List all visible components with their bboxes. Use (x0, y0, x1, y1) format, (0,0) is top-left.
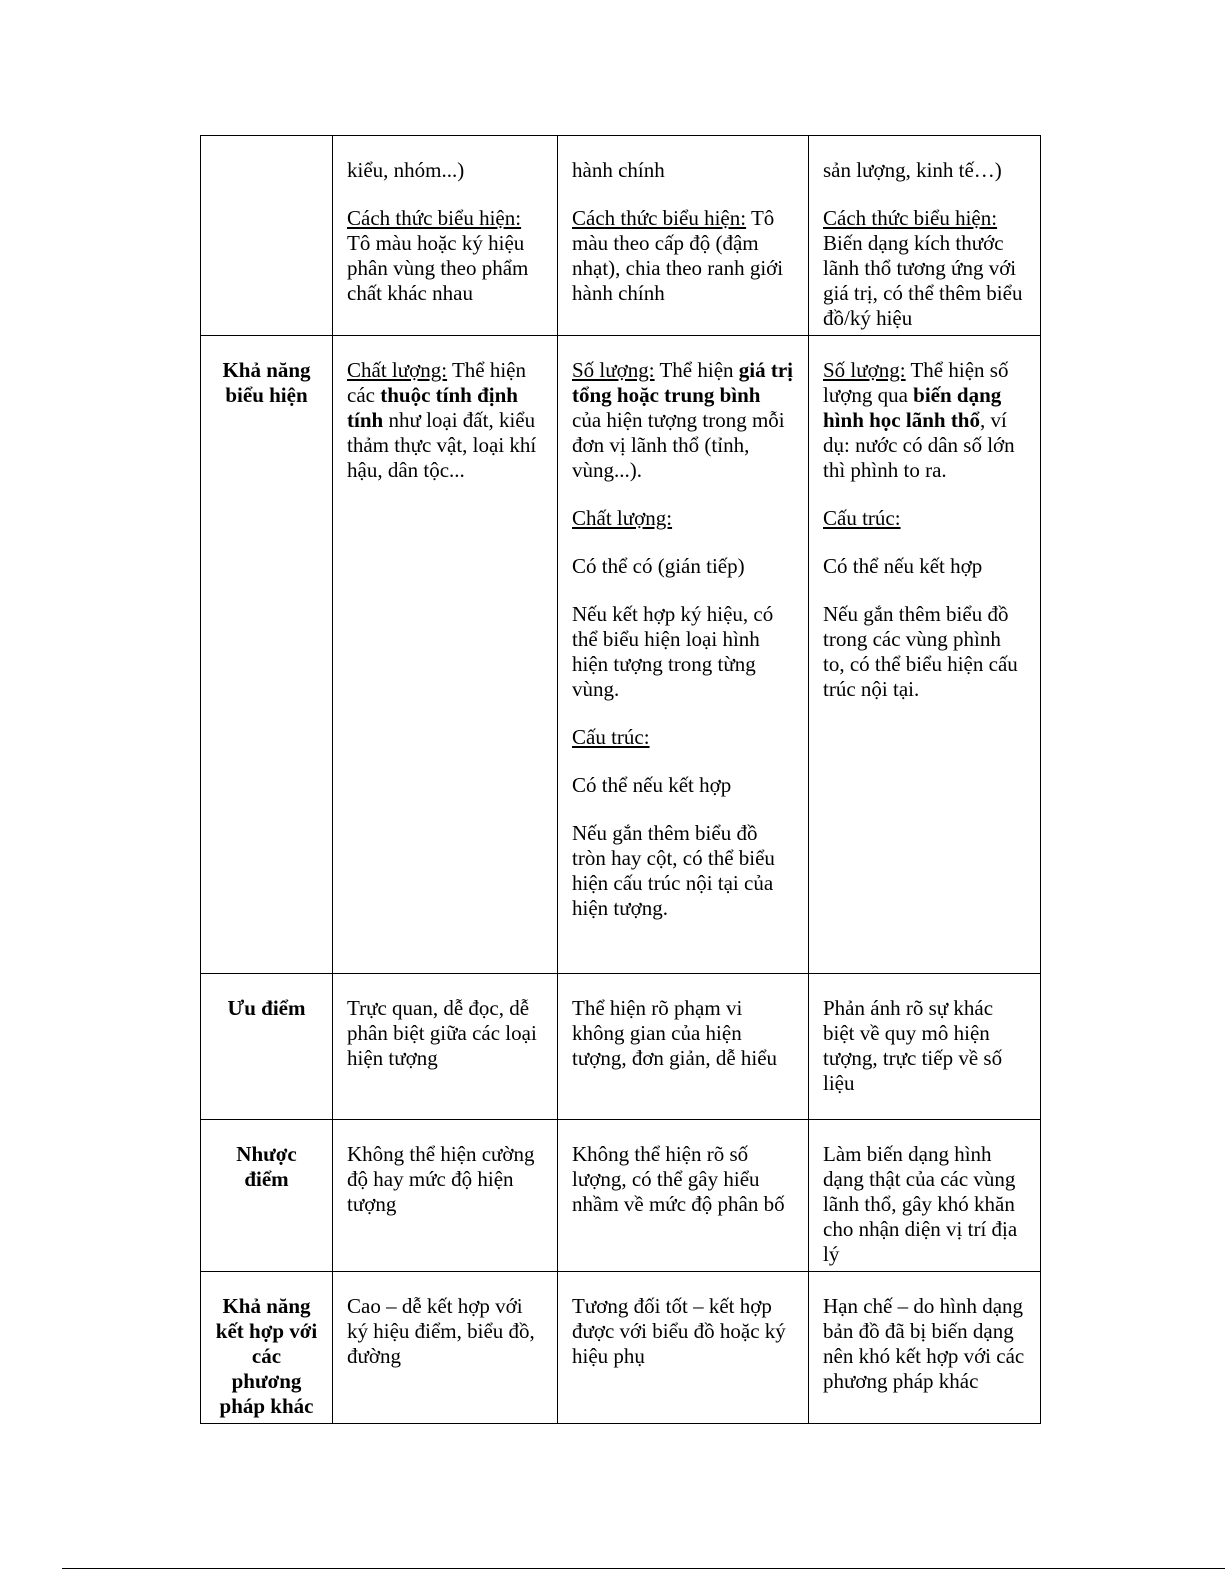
cell-paragraph (572, 506, 794, 531)
cell-bold-text: thuộc tính định tính (347, 383, 518, 432)
cell-paragraph (823, 358, 1026, 483)
row-header-empty (201, 136, 333, 336)
page-bottom-rule (62, 1568, 1225, 1569)
cell-text: như loại đất, kiểu thảm thực vật, loại khí hậu, dân tộc... (347, 408, 537, 482)
cell-paragraph (572, 206, 794, 306)
cell-paragraph: Nếu kết hợp ký hiệu, có thể biểu hiện loại hình hiện tượng trong từng vùng. (572, 602, 774, 701)
cell-text: của hiện tượng trong mỗi đơn vị lãnh thổ (tỉnh, vùng...). (572, 408, 785, 482)
cell-r4-c2: Không thể hiện rõ số lượng, có thể gây hiểu nhầm về mức độ phân bố (558, 1120, 809, 1272)
cell-r2-c3 (809, 336, 1041, 974)
cell-paragraph (823, 206, 1026, 331)
cell-label: Cách thức biểu hiện: (572, 206, 747, 230)
cell-r3-c2: Thể hiện rõ phạm vi không gian của hiện tượng, đơn giản, dễ hiểu (558, 974, 809, 1120)
cell-paragraph: Nếu gắn thêm biểu đồ tròn hay cột, có thể biểu hiện cấu trúc nội tại của hiện tượng. (572, 821, 775, 920)
cell-r5-c2: Tương đối tốt – kết hợp được với biểu đồ hoặc ký hiệu phụ (558, 1272, 809, 1424)
cell-r2-c2 (558, 336, 809, 974)
cell-r1-c2 (558, 136, 809, 336)
cell-paragraph (572, 358, 794, 483)
cell-label: Chất lượng: (572, 506, 673, 530)
cell-label: Cách thức biểu hiện: (347, 206, 522, 230)
cell-paragraph: Có thể nếu kết hợp (823, 554, 983, 578)
cell-label: Số lượng: (823, 358, 906, 382)
cell-label: Số lượng: (572, 358, 655, 382)
cell-r1-c1 (333, 136, 558, 336)
row-header: Nhược điểm (201, 1120, 333, 1272)
cell-text: Tô màu hoặc ký hiệu phân vùng theo phẩm chất khác nhau (347, 231, 529, 305)
cell-intro: hành chính (572, 158, 665, 182)
cell-paragraph (347, 358, 543, 483)
table-row (201, 1272, 1041, 1424)
cell-r1-c3 (809, 136, 1041, 336)
cell-paragraph: Nếu gắn thêm biểu đồ trong các vùng phình to, có thể biểu hiện cấu trúc nội tại. (823, 602, 1018, 701)
cell-r4-c3: Làm biến dạng hình dạng thật của các vùng lãnh thổ, gây khó khăn cho nhận diện vị trí địa lý (809, 1120, 1041, 1272)
cell-r2-c1 (333, 336, 558, 974)
cell-paragraph (823, 506, 1026, 531)
cell-label: Cấu trúc: (823, 506, 901, 530)
cell-label: Cách thức biểu hiện: (823, 206, 998, 230)
cell-r3-c1: Trực quan, dễ đọc, dễ phân biệt giữa các loại hiện tượng (333, 974, 558, 1120)
cell-text: Tô màu theo cấp độ (đậm nhạt), chia theo ranh giới hành chính (572, 206, 784, 305)
cell-paragraph: Có thể nếu kết hợp (572, 773, 732, 797)
cell-r3-c3: Phản ánh rõ sự khác biệt về quy mô hiện tượng, trực tiếp về số liệu (809, 974, 1041, 1120)
cell-text: Thể hiện các (347, 358, 527, 407)
cell-bold-text: biến dạng hình học lãnh thổ (823, 383, 1002, 432)
cell-intro: sản lượng, kinh tế…) (823, 158, 1002, 182)
table-row (201, 974, 1041, 1120)
cell-label: Chất lượng: (347, 358, 448, 382)
comparison-table (200, 135, 1041, 1424)
cell-text: Thể hiện số lượng qua (823, 358, 1009, 407)
cell-paragraph (347, 206, 543, 306)
cell-intro: kiểu, nhóm...) (347, 158, 465, 182)
cell-r5-c1: Cao – dễ kết hợp với ký hiệu điểm, biểu đồ, đường (333, 1272, 558, 1424)
table-row (201, 336, 1041, 974)
row-header: Khả năng biểu hiện (201, 336, 333, 974)
cell-r4-c1: Không thể hiện cường độ hay mức độ hiện tượng (333, 1120, 558, 1272)
cell-text: Thể hiện (654, 358, 739, 382)
cell-text: , ví dụ: nước có dân số lớn thì phình to ra. (823, 408, 1015, 482)
table-row (201, 136, 1041, 336)
cell-label: Cấu trúc: (572, 725, 650, 749)
row-header: Khả năng kết hợp với các phương pháp khác (201, 1272, 333, 1424)
cell-text: Biến dạng kích thước lãnh thổ tương ứng với giá trị, có thể thêm biểu đồ/ký hiệu (823, 231, 1023, 330)
cell-paragraph: Có thể có (gián tiếp) (572, 554, 745, 578)
row-header: Ưu điểm (201, 974, 333, 1120)
cell-paragraph (572, 725, 794, 750)
cell-bold-text: giá trị tổng hoặc trung bình (572, 358, 794, 407)
cell-r5-c3: Hạn chế – do hình dạng bản đồ đã bị biến dạng nên khó kết hợp với các phương pháp khác (809, 1272, 1041, 1424)
table-row (201, 1120, 1041, 1272)
